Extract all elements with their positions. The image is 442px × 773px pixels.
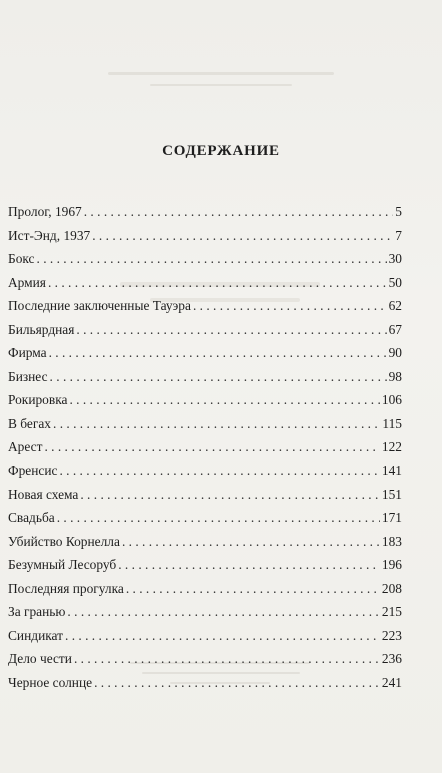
toc-entry-title: Синдикат (8, 627, 63, 643)
toc-entry-title: В бегах (8, 415, 51, 431)
toc-entry (8, 506, 402, 530)
toc-entry-page: 67 (388, 321, 402, 337)
toc-dot-leader (118, 553, 380, 577)
toc-dot-leader (67, 600, 379, 624)
toc-entry-page: 90 (388, 345, 402, 361)
toc-entry (8, 435, 402, 459)
toc-dot-leader (126, 577, 380, 601)
toc-dot-leader (50, 365, 387, 389)
toc-entry (8, 365, 402, 389)
toc-entry (8, 483, 402, 507)
toc-dot-leader (59, 459, 379, 483)
toc-entry (8, 294, 402, 318)
toc-dot-leader (69, 388, 379, 412)
toc-dot-leader (49, 341, 387, 365)
toc-dot-leader (94, 671, 380, 695)
toc-dot-leader (80, 483, 380, 507)
toc-entry (8, 647, 402, 671)
toc-entry (8, 388, 402, 412)
toc-dot-leader (92, 224, 393, 248)
toc-entry (8, 318, 402, 342)
toc-entry-page: 122 (381, 439, 402, 455)
toc-entry-page: 7 (395, 227, 402, 243)
toc-entry-page: 223 (381, 627, 402, 643)
toc-entry-page: 183 (381, 533, 402, 549)
toc-entry-page: 50 (388, 274, 402, 290)
toc-entry (8, 224, 402, 248)
toc-entry-title: За гранью (8, 604, 66, 620)
toc-dot-leader (53, 412, 380, 436)
toc-entry-title: Черное солнце (8, 674, 93, 690)
toc-entry-page: 106 (381, 392, 402, 408)
toc-entry (8, 530, 402, 554)
toc-entry (8, 200, 402, 224)
toc-entry (8, 247, 402, 271)
toc-entry (8, 412, 402, 436)
toc-entry (8, 553, 402, 577)
toc-entry-page: 241 (381, 674, 402, 690)
toc-entry-page: 62 (388, 298, 402, 314)
toc-entry (8, 271, 402, 295)
toc-entry-page: 115 (382, 415, 402, 431)
toc-entry-title: Последние заключенные Тауэра (8, 298, 191, 314)
toc-entry-title: Бизнес (8, 368, 48, 384)
toc-dot-leader (76, 318, 386, 342)
table-of-contents (8, 200, 402, 694)
toc-entry-page: 30 (388, 251, 402, 267)
toc-entry-title: Пролог, 1967 (8, 204, 82, 219)
toc-entry-title: Дело чести (8, 651, 72, 667)
toc-dot-leader (65, 624, 380, 648)
toc-entry (8, 600, 402, 624)
toc-entry (8, 577, 402, 601)
toc-entry-title: Фирма (8, 345, 47, 361)
toc-entry-page: 151 (381, 486, 402, 502)
toc-entry-title: Арест (8, 439, 43, 455)
toc-entry-title: Свадьба (8, 510, 55, 526)
toc-dot-leader (48, 271, 387, 295)
toc-entry-page: 208 (381, 580, 402, 596)
toc-entry-title: Рокировка (8, 392, 68, 408)
toc-entry (8, 624, 402, 648)
toc-entry-title: Последняя прогулка (8, 580, 124, 596)
toc-entry-page: 98 (388, 368, 402, 384)
toc-entry-title: Новая схема (8, 486, 79, 502)
toc-entry-title: Армия (8, 274, 46, 290)
toc-entry (8, 459, 402, 483)
toc-entry-title: Френсис (8, 463, 58, 479)
toc-entry-page: 5 (395, 204, 402, 219)
toc-entry-title: Ист-Энд, 1937 (8, 227, 91, 243)
toc-entry-page: 196 (381, 557, 402, 573)
toc-entry-page: 141 (381, 463, 402, 479)
toc-dot-leader (74, 647, 380, 671)
toc-entry (8, 671, 402, 695)
show-through-line (108, 72, 334, 75)
toc-dot-leader (193, 294, 387, 318)
show-through-line (150, 84, 292, 86)
toc-dot-leader (37, 247, 387, 271)
toc-entry-title: Бильярдная (8, 321, 75, 337)
toc-entry-title: Бокс (8, 251, 35, 267)
toc-dot-leader (84, 200, 394, 224)
toc-entry-page: 171 (381, 510, 402, 526)
page-title: СОДЕРЖАНИЕ (162, 143, 280, 159)
toc-entry-title: Безумный Лесоруб (8, 557, 117, 573)
toc-entry-page: 215 (381, 604, 402, 620)
toc-dot-leader (122, 530, 380, 554)
toc-entry (8, 341, 402, 365)
toc-dot-leader (57, 506, 380, 530)
toc-dot-leader (44, 435, 379, 459)
toc-entry-page: 236 (381, 651, 402, 667)
toc-entry-title: Убийство Корнелла (8, 533, 120, 549)
